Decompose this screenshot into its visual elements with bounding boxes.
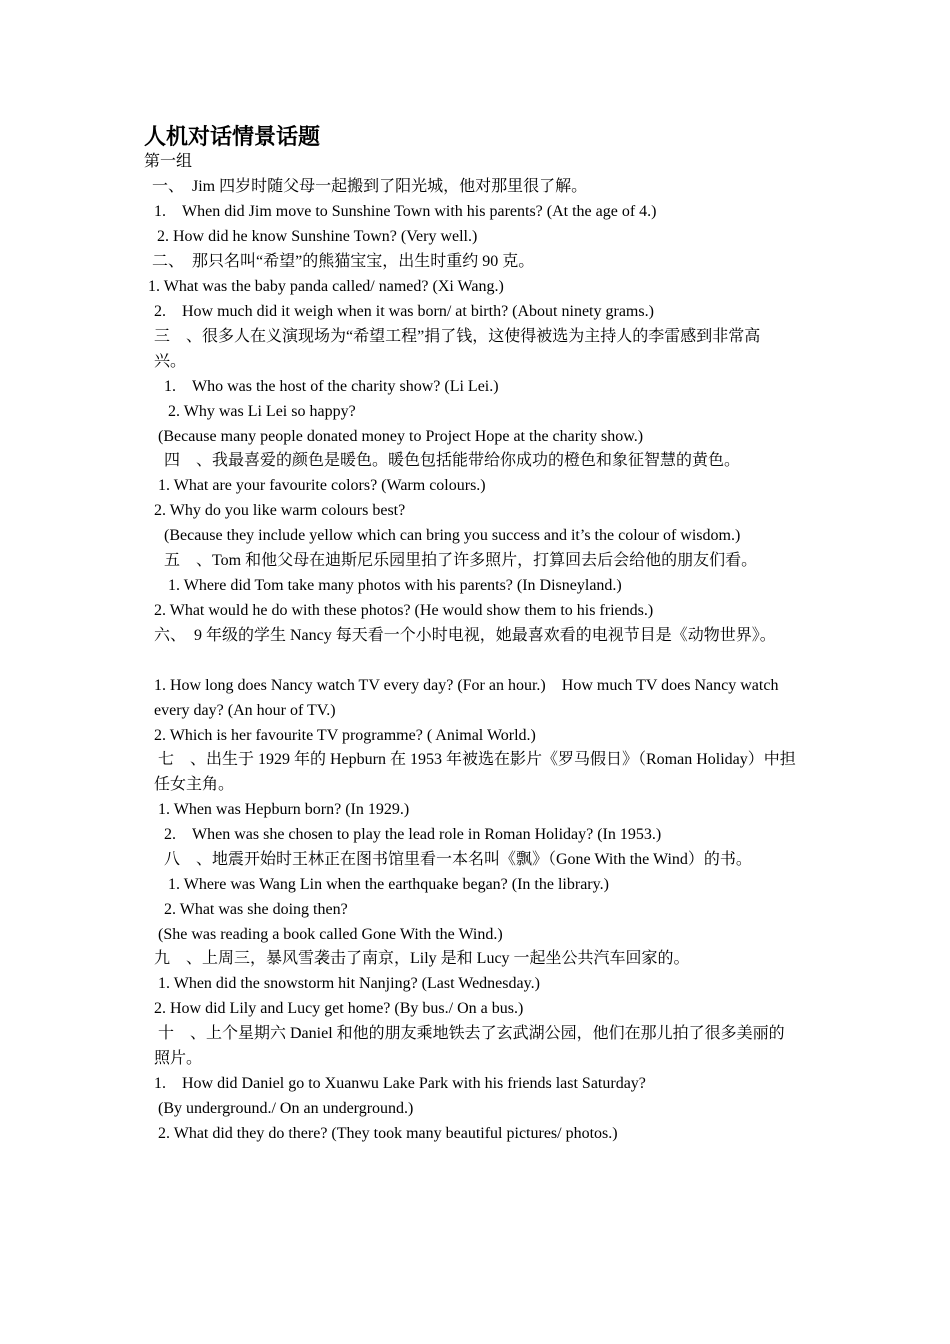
group-label: 第一组 (144, 153, 193, 170)
topic-5-intro: 五 、Tom 和他父母在迪斯尼乐园里拍了许多照片，打算回去后会给他的朋友们看。 (164, 552, 758, 569)
topic-6-question-1-cont: every day? (An hour of TV.) (154, 702, 336, 719)
topic-6-question-1: 1. How long does Nancy watch TV every day? (For an hour.) How much TV does Nancy watch (154, 677, 779, 694)
topic-4-question-1: 1. What are your favourite colors? (Warm colours.) (158, 477, 486, 494)
topic-7-intro: 七 、出生于 1929 年的 Hepburn 在 1953 年被选在影片《罗马假日》（Roman Holiday）中担 (158, 751, 796, 768)
topic-7-question-2: 2. When was she chosen to play the lead role in Roman Holiday? (In 1953.) (164, 826, 662, 843)
topic-9-question-1: 1. When did the snowstorm hit Nanjing? (Last Wednesday.) (158, 975, 540, 992)
topic-8-answer-2: (She was reading a book called Gone With the Wind.) (158, 926, 503, 943)
topic-7-question-1: 1. When was Hepburn born? (In 1929.) (158, 801, 410, 818)
topic-2-question-2: 2. How much did it weigh when it was born/ at birth? (About ninety grams.) (154, 303, 654, 320)
topic-1-question-2: 2. How did he know Sunshine Town? (Very well.) (157, 228, 478, 245)
topic-3-question-2: 2. Why was Li Lei so happy? (168, 403, 356, 420)
topic-6-intro: 六、 9 年级的学生 Nancy 每天看一个小时电视，她最喜欢看的电视节目是《动物世界》。 (154, 627, 776, 644)
topic-9-question-2: 2. How did Lily and Lucy get home? (By bus./ On a bus.) (154, 1000, 524, 1017)
topic-4-answer-2: (Because they include yellow which can bring you success and it’s the colour of wisdom.) (164, 527, 741, 544)
topic-2-intro: 二、 那只名叫“希望”的熊猫宝宝，出生时重约 90 克。 (152, 253, 535, 270)
topic-9-intro: 九 、上周三，暴风雪袭击了南京，Lily 是和 Lucy 一起坐公共汽车回家的。 (154, 950, 690, 967)
topic-8-question-1: 1. Where was Wang Lin when the earthquake began? (In the library.) (168, 876, 609, 893)
topic-6-question-2: 2. Which is her favourite TV programme? ( Animal World.) (154, 727, 536, 744)
document-title: 人机对话情景话题 (144, 124, 321, 149)
topic-10-question-1: 1. How did Daniel go to Xuanwu Lake Park with his friends last Saturday? (154, 1075, 646, 1092)
topic-2-question-1: 1. What was the baby panda called/ named? (Xi Wang.) (148, 278, 504, 295)
topic-4-intro: 四 、我最喜爱的颜色是暖色。暖色包括能带给你成功的橙色和象征智慧的黄色。 (164, 452, 741, 469)
topic-8-intro: 八 、地震开始时王林正在图书馆里看一本名叫《飘》（Gone With the Wind）的书。 (164, 851, 752, 868)
topic-10-question-2: 2. What did they do there? (They took many beautiful pictures/ photos.) (158, 1125, 618, 1142)
topic-5-question-2: 2. What would he do with these photos? (He would show them to his friends.) (154, 602, 654, 619)
topic-5-question-1: 1. Where did Tom take many photos with his parents? (In Disneyland.) (168, 577, 622, 594)
topic-3-intro-cont: 兴。 (154, 353, 187, 370)
topic-3-intro: 三 、很多人在义演现场为“希望工程”捐了钱，这使得被选为主持人的李雷感到非常高 (154, 328, 761, 345)
topic-10-answer-1: (By underground./ On an underground.) (158, 1100, 414, 1117)
topic-3-answer-2: (Because many people donated money to Project Hope at the charity show.) (158, 428, 644, 445)
topic-3-question-1: 1. Who was the host of the charity show? (Li Lei.) (164, 378, 499, 395)
topic-10-intro: 十 、上个星期六 Daniel 和他的朋友乘地铁去了玄武湖公园，他们在那儿拍了很多美丽的 (158, 1025, 785, 1042)
topic-10-intro-cont: 照片。 (154, 1050, 203, 1067)
topic-4-question-2: 2. Why do you like warm colours best? (154, 502, 406, 519)
topic-1-question-1: 1. When did Jim move to Sunshine Town with his parents? (At the age of 4.) (154, 203, 657, 220)
topic-8-question-2: 2. What was she doing then? (164, 901, 348, 918)
topic-7-intro-cont: 任女主角。 (154, 776, 235, 793)
topic-1-intro: 一、 Jim 四岁时随父母一起搬到了阳光城，他对那里很了解。 (152, 178, 588, 195)
